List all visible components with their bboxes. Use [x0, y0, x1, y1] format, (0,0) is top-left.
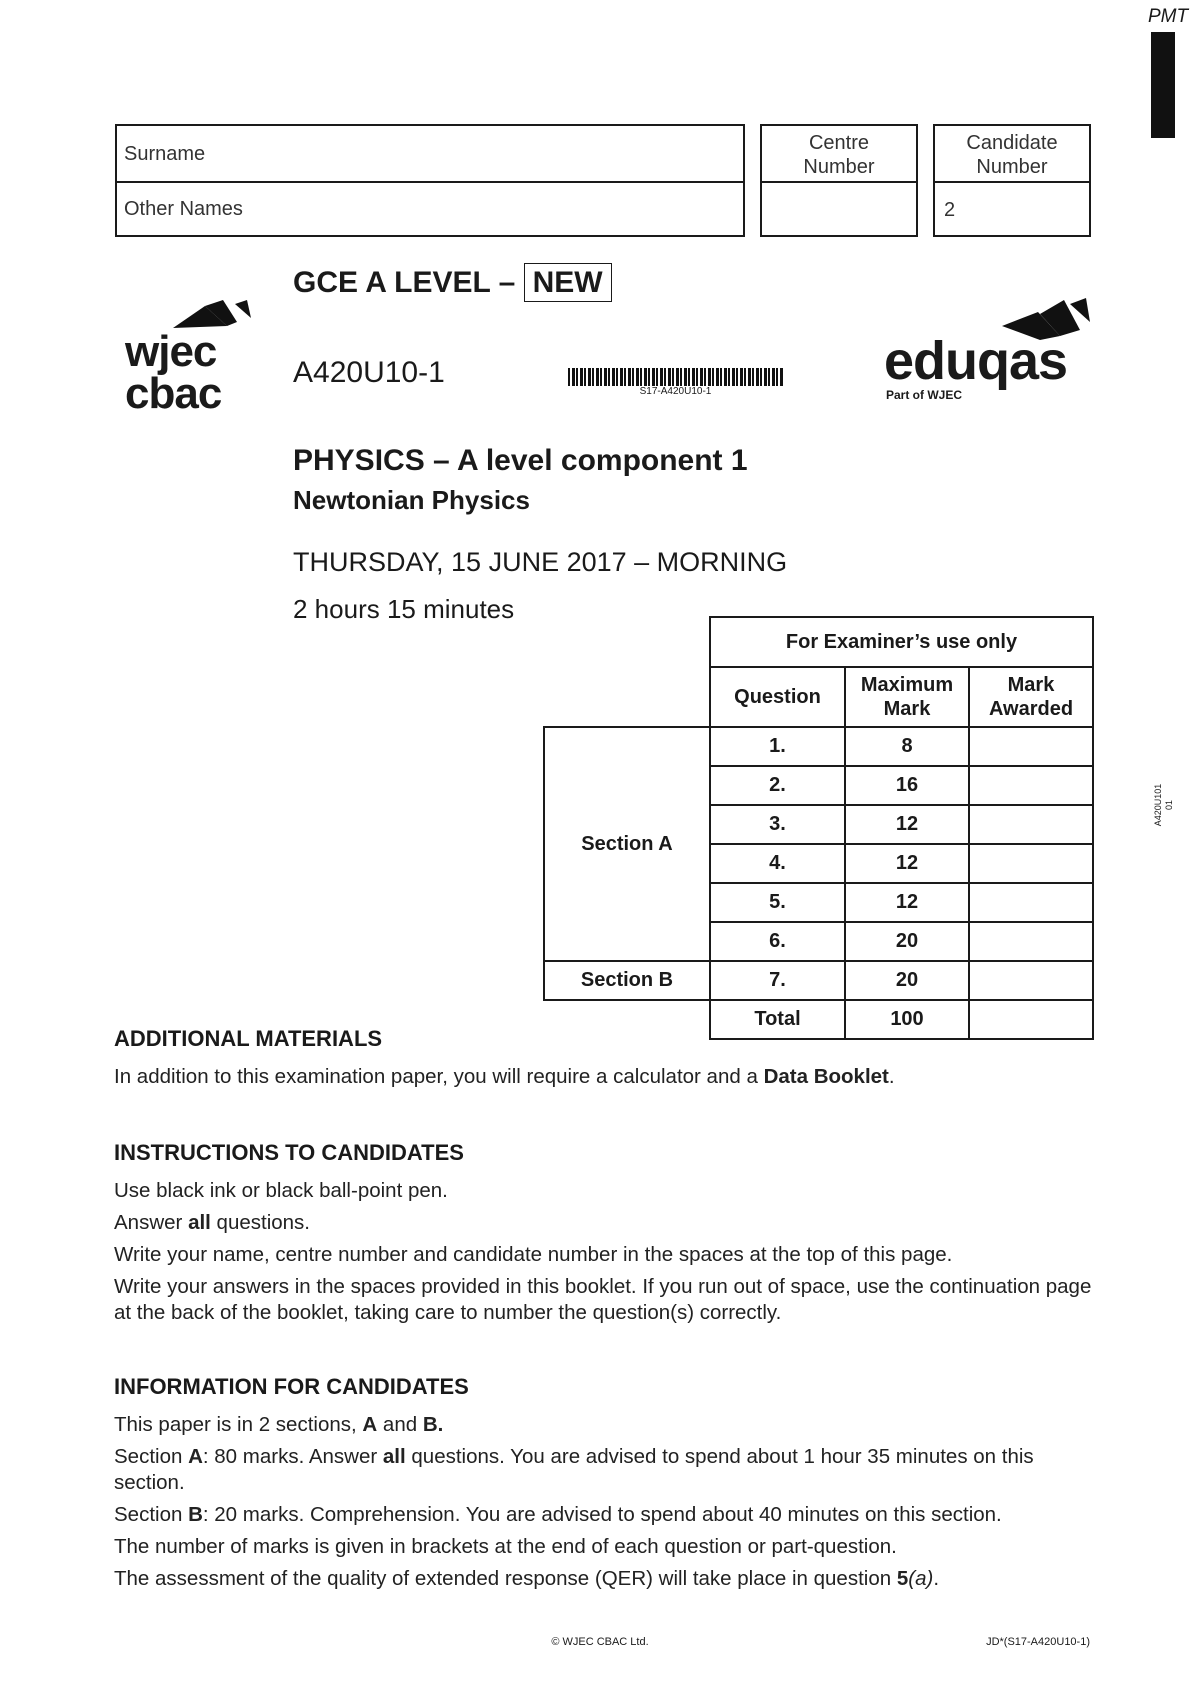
centre-number-field[interactable]	[764, 184, 914, 234]
information-heading: INFORMATION FOR CANDIDATES	[114, 1374, 469, 1399]
barcode	[568, 368, 783, 386]
mark-awarded-cell[interactable]	[969, 922, 1093, 961]
question-number: 7.	[710, 961, 845, 1000]
question-number: 1.	[710, 727, 845, 766]
paper-code: A420U10-1	[293, 356, 445, 389]
candidate-number-field[interactable]: 2	[944, 199, 956, 221]
max-mark: 20	[845, 922, 969, 961]
qualification-title: GCE A LEVEL – NEW	[293, 266, 612, 300]
mark-awarded-cell[interactable]	[969, 883, 1093, 922]
mark-awarded-cell[interactable]	[969, 961, 1093, 1000]
eduqas-logo: eduqas Part of WJEC	[884, 296, 1104, 406]
information-body: This paper is in 2 sections, A and B. Section A: 80 marks. Answer all questions. You are advised to spend about 1 hour 35 minutes on this section. Section B: 20 marks. Comprehension. You are advised to spend about 40 minutes on this section. The number of marks is given in brackets at the end of each question or part-question. The assessment of the quality of extended response (QER) will take place in question 5(a).	[114, 1413, 1034, 1590]
total-max-mark: 100	[845, 1000, 969, 1039]
total-label: Total	[710, 1000, 845, 1039]
instructions-heading: INSTRUCTIONS TO CANDIDATES	[114, 1140, 464, 1165]
side-code: A420U101 01	[1153, 783, 1174, 827]
max-mark-header: Maximum Mark	[845, 667, 969, 727]
question-number: 3.	[710, 805, 845, 844]
max-mark: 8	[845, 727, 969, 766]
max-mark: 20	[845, 961, 969, 1000]
mark-awarded-header: Mark Awarded	[969, 667, 1093, 727]
additional-materials-text: In addition to this examination paper, you will require a calculator and a Data Booklet.	[114, 1065, 895, 1088]
section-b-label: Section B	[544, 961, 710, 1000]
exam-date: THURSDAY, 15 JUNE 2017 – MORNING	[293, 547, 788, 577]
surname-field[interactable]	[230, 128, 740, 178]
question-number: 6.	[710, 922, 845, 961]
question-number: 5.	[710, 883, 845, 922]
exam-duration: 2 hours 15 minutes	[293, 594, 515, 624]
subject-subtitle: Newtonian Physics	[293, 485, 530, 515]
pmt-mark: PMT	[1148, 6, 1189, 27]
candidate-number-box	[933, 124, 1091, 237]
centre-number-label: Centre Number	[803, 132, 875, 178]
mark-awarded-cell[interactable]	[969, 727, 1093, 766]
surname-label: Surname	[124, 143, 206, 165]
instructions-body: Use black ink or black ball-point pen. Answer all questions. Write your name, centre number and candidate number in the spaces at the top of this page. Write your answers in the spaces provided in this booklet. If you run out of space, use the continuation page at the back of the booklet, taking care to number the question(s) correctly.	[114, 1179, 1092, 1324]
footer-code: JD*(S17-A420U10-1)	[986, 1636, 1090, 1648]
candidate-number-label: Candidate Number	[966, 132, 1058, 178]
footer-copyright: © WJEC CBAC Ltd.	[551, 1636, 649, 1648]
question-header: Question	[710, 667, 845, 727]
subject-title: PHYSICS – A level component 1	[293, 444, 748, 477]
centre-number-box	[760, 124, 918, 237]
side-black-bar	[1151, 32, 1175, 138]
mark-awarded-cell[interactable]	[969, 844, 1093, 883]
max-mark: 12	[845, 844, 969, 883]
additional-materials-heading: ADDITIONAL MATERIALS	[114, 1026, 383, 1051]
total-awarded-cell[interactable]	[969, 1000, 1093, 1039]
new-badge: NEW	[524, 263, 612, 302]
mark-awarded-cell[interactable]	[969, 766, 1093, 805]
examiner-table	[543, 616, 1094, 1040]
wjec-cbac-logo: wjec cbac	[125, 296, 265, 426]
mark-awarded-cell[interactable]	[969, 805, 1093, 844]
other-names-field[interactable]	[124, 182, 738, 232]
max-mark: 16	[845, 766, 969, 805]
max-mark: 12	[845, 805, 969, 844]
question-number: 4.	[710, 844, 845, 883]
max-mark: 12	[845, 883, 969, 922]
barcode-text: S17-A420U10-1	[639, 386, 712, 397]
other-names-label: Other Names	[124, 198, 243, 220]
examiner-heading: For Examiner’s use only	[710, 617, 1093, 667]
question-number: 2.	[710, 766, 845, 805]
section-a-label: Section A	[544, 727, 710, 961]
